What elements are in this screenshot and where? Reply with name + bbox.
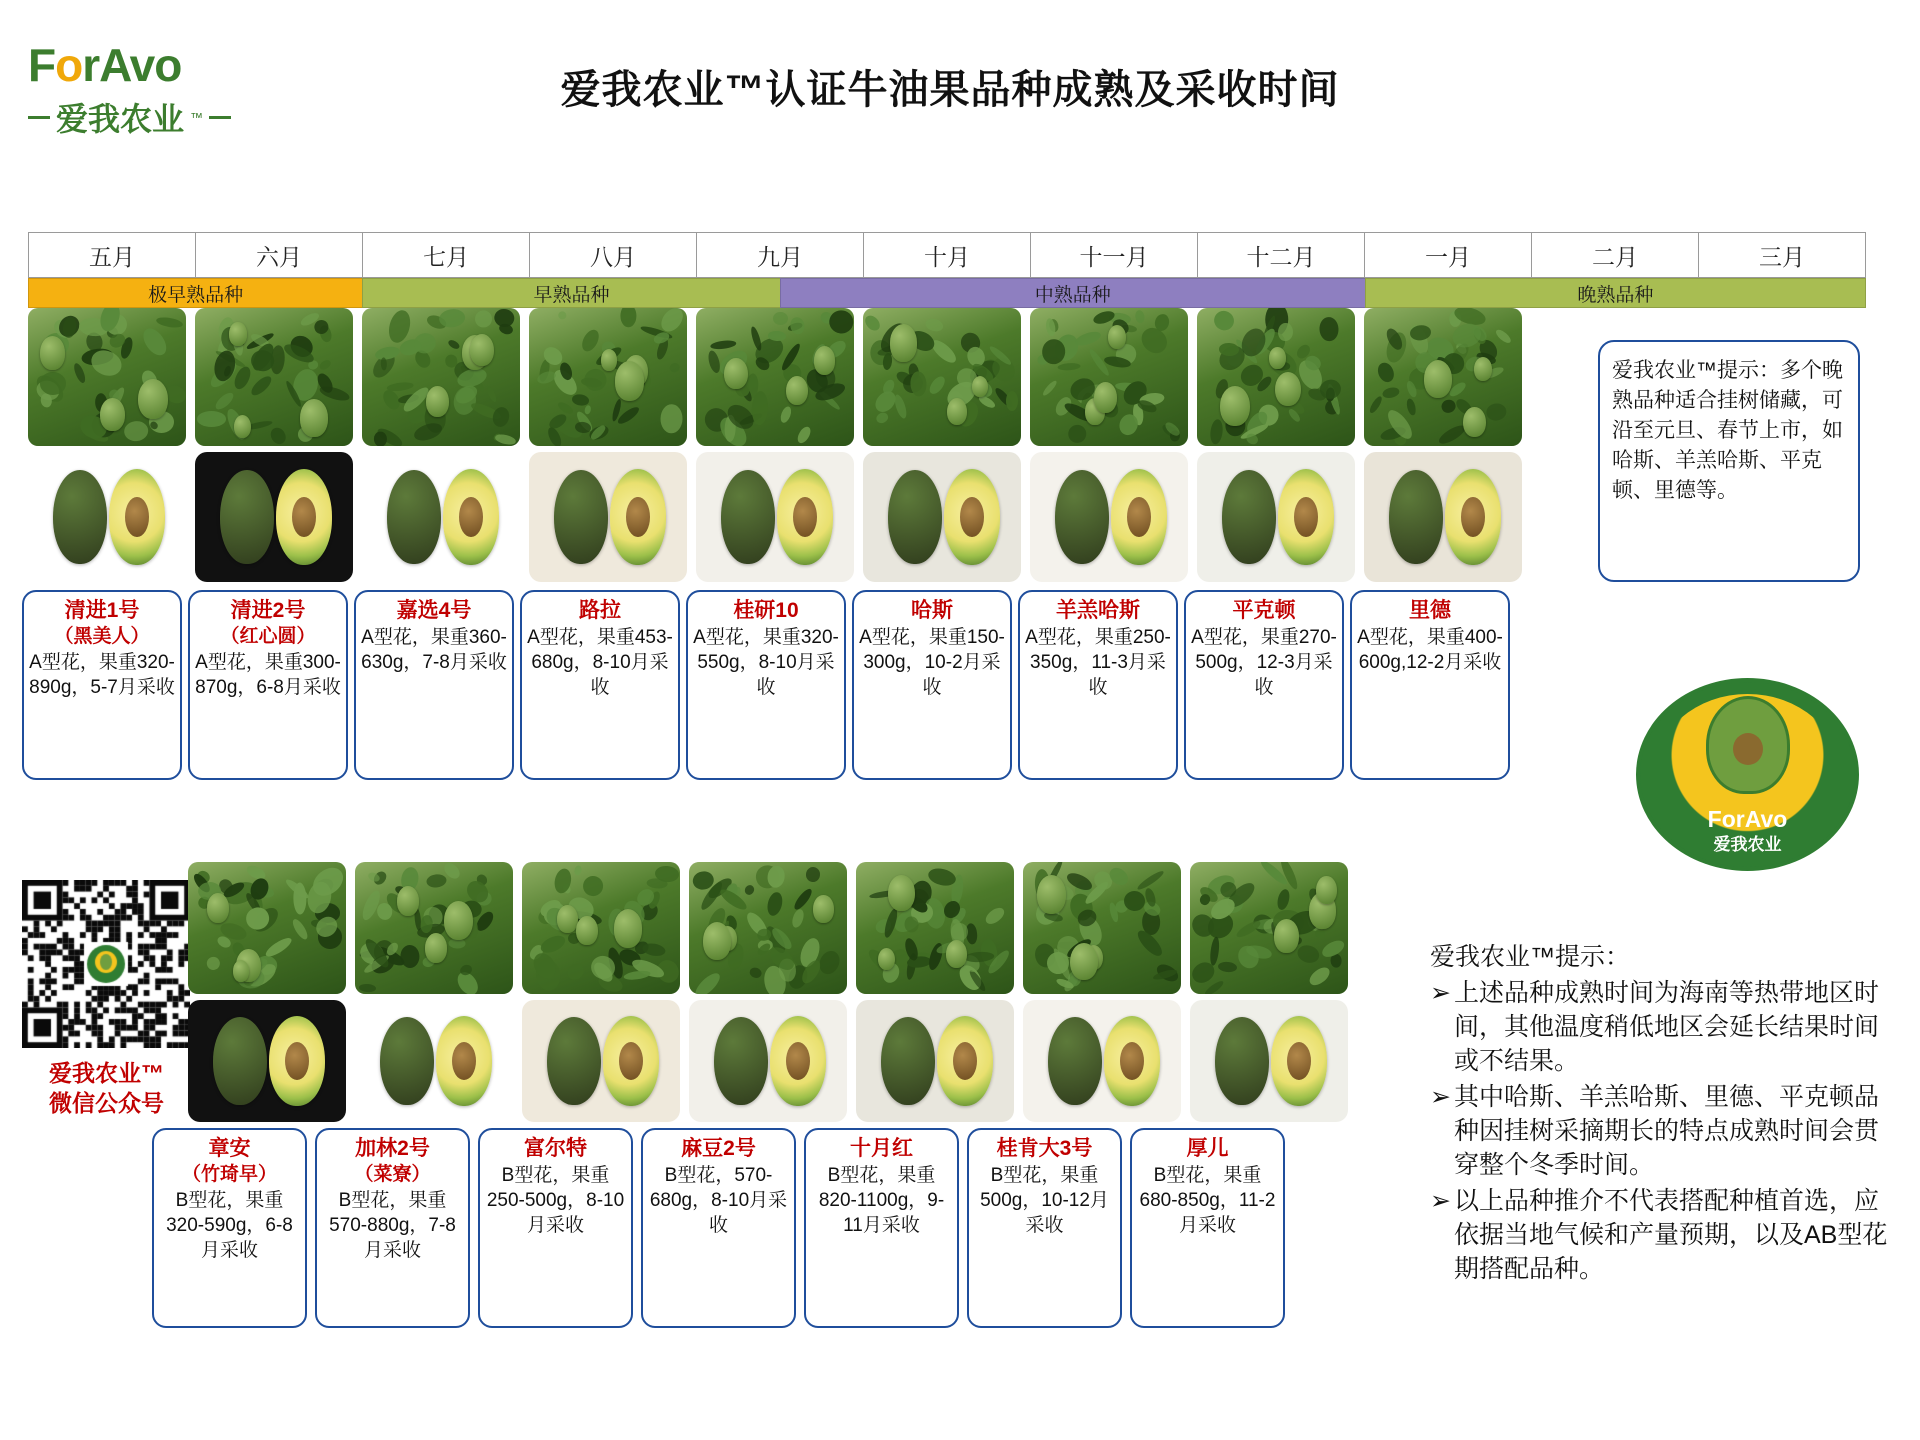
variety-a-card-6 [852,590,1012,780]
season-band-4: 晚熟品种 [1365,278,1866,308]
variety-a-card-5 [686,590,846,780]
note-text-2: 其中哈斯、羊羔哈斯、里德、平克顿品种因挂树采摘期长的特点成熟时间会贯穿整个冬季时间。 [1454,1083,1880,1179]
fruit-cut-16 [1190,1000,1348,1122]
badge-avocado-pit [1733,733,1763,765]
tree-photo-11 [355,862,513,994]
variety-b-card-6 [967,1128,1122,1328]
variety-a-description-1: A型花，果重320-890g，5-7月采收 [29,652,175,698]
tree-photo-7 [1030,308,1188,446]
variety-b-name-1: 章安 [208,1137,251,1160]
fruit-cut-8 [1197,452,1355,582]
variety-b-description-6: B型花，果重500g，10-12月采收 [980,1165,1109,1236]
tree-photo-4 [529,308,687,446]
page-title: 爱我农业™认证牛油果品种成熟及采收时间 [560,68,1340,112]
tree-photo-5 [696,308,854,446]
variety-b-card-2 [315,1128,470,1328]
row-a-fruit-photos [28,452,1522,582]
month-cell-1: 五月 [28,232,195,278]
variety-b-name-3: 富尔特 [524,1137,587,1160]
footer-notes [1430,940,1898,1288]
month-cell-3: 七月 [362,232,529,278]
tree-photo-6 [863,308,1021,446]
logo-wordmark [28,40,283,90]
variety-b-card-3 [478,1128,633,1328]
variety-a-name-3: 嘉选4号 [396,599,472,622]
month-cell-6: 十月 [863,232,1030,278]
month-header-row [28,232,1866,278]
variety-a-name-9: 里德 [1409,599,1451,622]
fruit-cut-4 [529,452,687,582]
tree-photo-15 [1023,862,1181,994]
variety-a-card-4 [520,590,680,780]
variety-b-description-1: B型花，果重320-590g，6-8月采收 [166,1190,293,1261]
variety-a-card-2 [188,590,348,780]
variety-a-card-7 [1018,590,1178,780]
notes-heading: 爱我农业™提示： [1430,943,1631,971]
fruit-cut-12 [522,1000,680,1122]
foravo-seal-badge [1640,682,1855,867]
tree-photo-2 [195,308,353,446]
note-bullet-icon-1: ➢ [1430,979,1451,1007]
tree-photo-3 [362,308,520,446]
variety-b-alias-1: （竹琦早） [181,1164,277,1185]
logo-rule-right [209,116,231,119]
tip-box-storage: 爱我农业™提示：多个晚熟品种适合挂树储藏，可沿至元旦、春节上市，如哈斯、羊羔哈斯、平克顿、里德等。 [1598,340,1860,582]
fruit-cut-6 [863,452,1021,582]
fruit-cut-7 [1030,452,1188,582]
fruit-cut-11 [355,1000,513,1122]
note-item-3 [1430,1184,1898,1286]
variety-a-alias-1: （黑美人） [54,626,150,647]
variety-b-card-5 [804,1128,959,1328]
variety-a-card-8 [1184,590,1344,780]
tree-photo-14 [856,862,1014,994]
variety-a-name-1: 清进1号 [64,599,140,622]
note-bullet-icon-3: ➢ [1430,1187,1451,1215]
month-cell-5: 九月 [696,232,863,278]
logo-trademark-symbol: ™ [190,109,204,125]
variety-b-name-7: 厚儿 [1186,1137,1229,1160]
month-cell-11: 三月 [1698,232,1866,278]
qr-caption [14,1058,199,1118]
season-band-3: 中熟品种 [780,278,1365,308]
row-a-tree-photos [28,308,1522,446]
variety-a-name-6: 哈斯 [911,599,953,622]
variety-a-description-3: A型花，果重360-630g，7-8月采收 [361,627,507,673]
variety-a-description-4: A型花，果重453-680g，8-10月采收 [527,627,673,698]
qr-caption-line-2: 微信公众号 [49,1090,164,1116]
tree-photo-12 [522,862,680,994]
variety-a-description-2: A型花，果重300-870g，6-8月采收 [195,652,341,698]
variety-a-name-2: 清进2号 [230,599,306,622]
variety-a-description-6: A型花，果重150-300g，10-2月采收 [859,627,1005,698]
row-b-fruit-photos [188,1000,1348,1122]
wechat-qr-code[interactable] [22,880,190,1048]
fruit-cut-2 [195,452,353,582]
variety-a-alias-2: （红心圆） [220,626,316,647]
variety-b-alias-2: （菜寮） [354,1164,431,1185]
logo-letter-f: F [28,39,56,91]
note-text-1: 上述品种成熟时间为海南等热带地区时间，其他温度稍低地区会延长结果时间或不结果。 [1454,979,1880,1075]
variety-b-description-5: B型花，果重820-1100g，9-11月采收 [818,1165,945,1236]
month-cell-8: 十二月 [1197,232,1364,278]
variety-b-description-3: B型花，果重250-500g，8-10月采收 [486,1165,625,1236]
fruit-cut-15 [1023,1000,1181,1122]
tree-photo-1 [28,308,186,446]
tree-photo-16 [1190,862,1348,994]
badge-wordmark: ForAvo [1707,806,1788,832]
fruit-cut-1 [28,452,186,582]
month-cell-7: 十一月 [1030,232,1197,278]
variety-b-card-1 [152,1128,307,1328]
variety-b-name-4: 麻豆2号 [681,1137,756,1160]
variety-a-description-5: A型花，果重320-550g，8-10月采收 [693,627,839,698]
month-cell-10: 二月 [1531,232,1698,278]
tree-photo-13 [689,862,847,994]
variety-b-description-2: B型花，果重570-880g，7-8月采收 [329,1190,456,1261]
variety-a-card-3 [354,590,514,780]
logo-chinese-name: 爱我农业 [56,101,185,137]
tree-photo-9 [1364,308,1522,446]
variety-a-card-1 [22,590,182,780]
month-cell-4: 八月 [529,232,696,278]
variety-a-description-9: A型花，果重400-600g,12-2月采收 [1357,627,1503,673]
logo-letter-o: o [55,39,83,91]
variety-b-card-4 [641,1128,796,1328]
variety-b-name-2: 加林2号 [355,1137,430,1160]
variety-a-description-7: A型花，果重250-350g，11-3月采收 [1025,627,1171,698]
fruit-cut-5 [696,452,854,582]
variety-a-name-5: 桂研10 [733,599,799,622]
fruit-cut-3 [362,452,520,582]
row-b-tree-photos [188,862,1348,994]
tree-photo-10 [188,862,346,994]
note-text-3: 以上品种推介不代表搭配种植首选，应依据当地气候和产量预期，以及AB型花期搭配品种。 [1454,1187,1888,1283]
note-item-1 [1430,976,1898,1078]
logo-rule-left [28,116,50,119]
season-band-2: 早熟品种 [362,278,780,308]
variety-a-name-8: 平克顿 [1232,599,1296,622]
variety-b-name-5: 十月红 [850,1137,913,1160]
tree-photo-8 [1197,308,1355,446]
badge-chinese-name: 爱我农业 [1713,835,1782,854]
fruit-cut-9 [1364,452,1522,582]
variety-a-name-4: 路拉 [579,599,621,622]
month-cell-9: 一月 [1364,232,1531,278]
fruit-cut-10 [188,1000,346,1122]
variety-b-description-4: B型花，570-680g，8-10月采收 [649,1165,788,1236]
variety-b-description-7: B型花，果重680-850g，11-2月采收 [1139,1165,1276,1236]
qr-caption-line-1: 爱我农业™ [49,1060,164,1086]
fruit-cut-14 [856,1000,1014,1122]
brand-logo [28,40,283,145]
variety-a-card-9 [1350,590,1510,780]
season-band-1: 极早熟品种 [28,278,362,308]
variety-b-card-7 [1130,1128,1285,1328]
logo-letters-ravo: rAvo [82,39,182,91]
variety-a-name-7: 羊羔哈斯 [1056,599,1140,622]
variety-a-description-8: A型花，果重270-500g，12-3月采收 [1191,627,1337,698]
note-bullet-icon-2: ➢ [1430,1083,1451,1111]
variety-b-name-6: 桂肯大3号 [996,1137,1093,1160]
note-item-2 [1430,1080,1898,1182]
notes-list [1430,976,1898,1286]
season-band-row [28,278,1866,308]
month-cell-2: 六月 [195,232,362,278]
fruit-cut-13 [689,1000,847,1122]
